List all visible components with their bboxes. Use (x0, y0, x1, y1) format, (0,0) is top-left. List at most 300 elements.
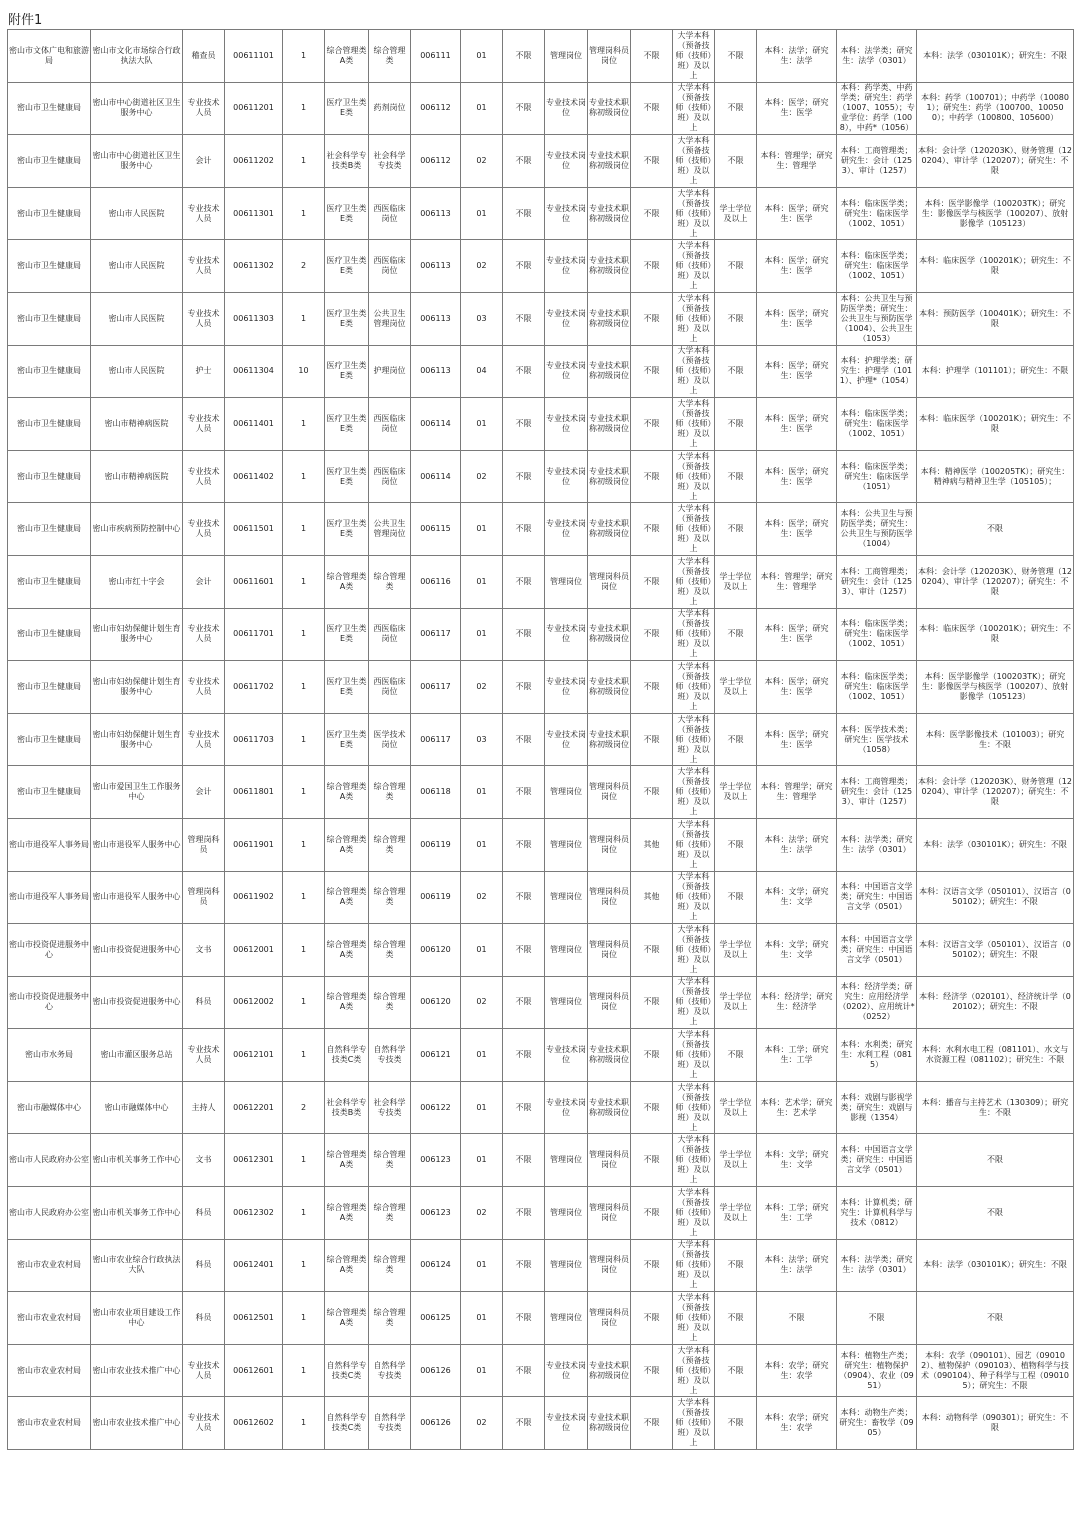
table-cell: 00611701 (225, 608, 283, 661)
table-cell: 006116 (411, 555, 461, 608)
table-cell: 本科：临床医学类；研究生：临床医学（1002、1051） (837, 398, 917, 451)
table-cell: 大学本科（预备技师（技师）班）及以上 (673, 398, 715, 451)
table-cell: 本科：护理学类；研究生：护理学（1011）、护理*（1054） (837, 345, 917, 398)
table-cell: 大学本科（预备技师（技师）班）及以上 (673, 1187, 715, 1240)
table-cell: 管理岗位 (545, 818, 588, 871)
table-cell: 不限 (503, 30, 545, 83)
table-cell: 1 (283, 555, 325, 608)
table-cell: 不限 (503, 976, 545, 1029)
table-cell: 00612001 (225, 924, 283, 977)
table-cell: 006114 (411, 398, 461, 451)
position-table (7, 29, 1074, 1450)
table-cell: 01 (461, 608, 503, 661)
table-cell: 专业技术岗位 (545, 608, 588, 661)
table-cell: 本科：经济学（020101）、经济统计学（020102）；研究生：不限 (917, 976, 1074, 1029)
table-row (8, 292, 1074, 345)
table-cell: 密山市农业项目建设工作中心 (91, 1292, 183, 1345)
table-cell: 02 (461, 1397, 503, 1450)
table-cell: 不限 (631, 240, 673, 293)
table-cell: 04 (461, 345, 503, 398)
table-cell: 01 (461, 924, 503, 977)
table-cell: 不限 (503, 82, 545, 135)
table-cell: 本科：会计学（120203K）、财务管理（120204）、审计学（120207）；研究生：不限 (917, 555, 1074, 608)
table-cell: 本科：文学；研究生：文学 (757, 871, 837, 924)
table-row (8, 398, 1074, 451)
table-cell: 02 (461, 1187, 503, 1240)
table-cell: 管理岗位 (545, 924, 588, 977)
table-cell: 不限 (503, 292, 545, 345)
table-cell: 密山市投资促进服务中心 (8, 976, 91, 1029)
table-cell: 00611401 (225, 398, 283, 451)
table-cell: 不限 (715, 608, 757, 661)
table-cell: 综合管理类A类 (325, 30, 369, 83)
table-cell: 01 (461, 82, 503, 135)
table-cell: 密山市卫生健康局 (8, 187, 91, 240)
table-cell: 01 (461, 30, 503, 83)
table-cell: 不限 (715, 398, 757, 451)
table-cell: 01 (461, 503, 503, 556)
table-cell: 01 (461, 818, 503, 871)
table-cell: 专业技术职称初级岗位 (588, 1344, 631, 1397)
table-cell: 不限 (715, 818, 757, 871)
table-cell: 03 (461, 292, 503, 345)
table-cell: 不限 (631, 1081, 673, 1134)
table-cell: 大学本科（预备技师（技师）班）及以上 (673, 871, 715, 924)
table-cell: 006120 (411, 924, 461, 977)
table-cell: 00611902 (225, 871, 283, 924)
table-cell: 本科：医学影像学（100203TK）；研究生：影像医学与核医学（100207）、放射影像学（105123） (917, 661, 1074, 714)
table-cell: 管理岗位 (545, 976, 588, 1029)
table-cell: 本科：工学；研究生：工学 (757, 1187, 837, 1240)
table-cell: 本科：临床医学类；研究生：临床医学（1051） (837, 450, 917, 503)
table-cell: 本科：医学；研究生：医学 (757, 661, 837, 714)
table-cell: 01 (461, 398, 503, 451)
table-cell: 密山市中心街道社区卫生服务中心 (91, 135, 183, 188)
table-cell: 本科：管理学；研究生：管理学 (757, 555, 837, 608)
table-cell: 02 (461, 450, 503, 503)
table-cell: 密山市卫生健康局 (8, 82, 91, 135)
table-cell: 综合管理类 (369, 766, 411, 819)
table-cell: 不限 (631, 1239, 673, 1292)
table-cell: 密山市爱国卫生工作服务中心 (91, 766, 183, 819)
table-cell: 1 (283, 135, 325, 188)
table-row (8, 1397, 1074, 1450)
table-cell: 自然科学专技类 (369, 1344, 411, 1397)
table-cell: 00611301 (225, 187, 283, 240)
table-cell: 管理岗科员 (183, 818, 225, 871)
table-cell: 006112 (411, 135, 461, 188)
table-cell: 本科：临床医学类；研究生：临床医学（1002、1051） (837, 187, 917, 240)
table-cell: 专业技术职称初级岗位 (588, 1081, 631, 1134)
table-cell: 本科：法学类；研究生：法学（0301） (837, 30, 917, 83)
table-cell: 专业技术岗位 (545, 1081, 588, 1134)
table-cell: 1 (283, 30, 325, 83)
table-cell: 综合管理类A类 (325, 1239, 369, 1292)
table-cell: 专业技术岗位 (545, 1397, 588, 1450)
table-cell: 社会科学专技类B类 (325, 1081, 369, 1134)
table-cell: 2 (283, 240, 325, 293)
table-cell: 00611901 (225, 818, 283, 871)
table-cell: 密山市退役军人事务局 (8, 871, 91, 924)
table-cell: 00611702 (225, 661, 283, 714)
table-cell: 006113 (411, 240, 461, 293)
table-cell: 本科：临床医学类；研究生：临床医学（1002、1051） (837, 240, 917, 293)
table-cell: 密山市疾病预防控制中心 (91, 503, 183, 556)
table-cell: 01 (461, 1239, 503, 1292)
table-cell: 密山市卫生健康局 (8, 503, 91, 556)
table-cell: 专业技术岗位 (545, 240, 588, 293)
table-cell: 专业技术职称初级岗位 (588, 450, 631, 503)
table-cell: 密山市农业农村局 (8, 1239, 91, 1292)
table-cell: 不限 (503, 661, 545, 714)
table-row (8, 1344, 1074, 1397)
table-cell: 密山市卫生健康局 (8, 450, 91, 503)
table-cell: 西医临床岗位 (369, 398, 411, 451)
table-cell: 学士学位及以上 (715, 1134, 757, 1187)
table-cell: 本科：医学；研究生：医学 (757, 292, 837, 345)
table-cell: 不限 (917, 503, 1074, 556)
table-row (8, 1134, 1074, 1187)
table-cell: 专业技术人员 (183, 661, 225, 714)
table-cell: 专业技术人员 (183, 187, 225, 240)
table-cell: 02 (461, 240, 503, 293)
table-cell: 社会科学专技类 (369, 135, 411, 188)
table-cell: 公共卫生管理岗位 (369, 503, 411, 556)
table-cell: 自然科学专技类C类 (325, 1344, 369, 1397)
table-cell: 本科：预防医学（100401K）；研究生：不限 (917, 292, 1074, 345)
table-cell: 本科：中国语言文学类；研究生：中国语言文学（0501） (837, 1134, 917, 1187)
table-cell: 密山市卫生健康局 (8, 135, 91, 188)
table-cell: 006123 (411, 1134, 461, 1187)
table-cell: 00611302 (225, 240, 283, 293)
table-cell: 不限 (715, 135, 757, 188)
table-cell: 不限 (715, 1292, 757, 1345)
table-cell: 本科：药学类、中药学类；研究生：药学（1007、1055）；专业学位：药学（1008），中药*（1056） (837, 82, 917, 135)
table-cell: 本科：农学；研究生：农学 (757, 1397, 837, 1450)
table-cell: 管理岗科员岗位 (588, 976, 631, 1029)
table-cell: 自然科学专技类C类 (325, 1397, 369, 1450)
table-cell: 密山市灌区服务总站 (91, 1029, 183, 1082)
table-cell: 01 (461, 1081, 503, 1134)
table-cell: 本科：公共卫生与预防医学类；研究生：公共卫生与预防医学（1004） (837, 503, 917, 556)
table-cell: 学士学位及以上 (715, 766, 757, 819)
table-cell: 006113 (411, 345, 461, 398)
table-cell: 专业技术职称初级岗位 (588, 187, 631, 240)
table-cell: 大学本科（预备技师（技师）班）及以上 (673, 82, 715, 135)
table-cell: 密山市退役军人服务中心 (91, 818, 183, 871)
table-cell: 本科：护理学（101101）；研究生：不限 (917, 345, 1074, 398)
table-cell: 不限 (503, 187, 545, 240)
table-cell: 00611304 (225, 345, 283, 398)
table-cell: 006113 (411, 292, 461, 345)
table-cell: 大学本科（预备技师（技师）班）及以上 (673, 1239, 715, 1292)
table-cell: 大学本科（预备技师（技师）班）及以上 (673, 1344, 715, 1397)
table-cell: 西医临床岗位 (369, 608, 411, 661)
table-cell: 不限 (503, 1029, 545, 1082)
table-cell: 本科：法学类；研究生：法学（0301） (837, 818, 917, 871)
table-cell: 西医临床岗位 (369, 187, 411, 240)
table-cell: 密山市融媒体中心 (8, 1081, 91, 1134)
table-cell: 01 (461, 766, 503, 819)
table-cell: 本科：汉语言文学（050101）、汉语言（050102）；研究生：不限 (917, 871, 1074, 924)
table-cell: 本科：动物科学（090301）；研究生：不限 (917, 1397, 1074, 1450)
table-cell: 不限 (503, 1081, 545, 1134)
table-cell: 00612601 (225, 1344, 283, 1397)
table-cell: 1 (283, 818, 325, 871)
table-cell: 不限 (631, 398, 673, 451)
table-cell: 不限 (757, 1292, 837, 1345)
table-cell: 本科：文学；研究生：文学 (757, 1134, 837, 1187)
table-cell: 00611601 (225, 555, 283, 608)
table-cell: 大学本科（预备技师（技师）班）及以上 (673, 608, 715, 661)
table-cell: 不限 (631, 187, 673, 240)
table-cell: 00611101 (225, 30, 283, 83)
table-cell: 综合管理类A类 (325, 555, 369, 608)
table-cell: 密山市农业技术推广中心 (91, 1397, 183, 1450)
table-cell: 006117 (411, 661, 461, 714)
table-cell: 管理岗科员岗位 (588, 1239, 631, 1292)
table-cell: 专业技术岗位 (545, 503, 588, 556)
table-cell: 大学本科（预备技师（技师）班）及以上 (673, 450, 715, 503)
table-cell: 大学本科（预备技师（技师）班）及以上 (673, 240, 715, 293)
table-cell: 医疗卫生类E类 (325, 713, 369, 766)
table-cell: 西医临床岗位 (369, 450, 411, 503)
table-cell: 不限 (631, 345, 673, 398)
table-cell: 00611703 (225, 713, 283, 766)
table-cell: 006125 (411, 1292, 461, 1345)
table-cell: 03 (461, 713, 503, 766)
table-cell: 006117 (411, 608, 461, 661)
table-cell: 不限 (503, 1134, 545, 1187)
table-cell: 不限 (503, 818, 545, 871)
table-cell: 专业技术职称初级岗位 (588, 292, 631, 345)
table-cell: 主持人 (183, 1081, 225, 1134)
table-cell: 006119 (411, 818, 461, 871)
table-cell: 密山市卫生健康局 (8, 713, 91, 766)
table-cell: 大学本科（预备技师（技师）班）及以上 (673, 1029, 715, 1082)
table-cell: 不限 (631, 82, 673, 135)
table-cell: 不限 (503, 1239, 545, 1292)
table-cell: 自然科学专技类 (369, 1397, 411, 1450)
table-cell: 本科：医学；研究生：医学 (757, 608, 837, 661)
table-cell: 本科：公共卫生与预防医学类；研究生：公共卫生与预防医学（1004）、公共卫生（1053） (837, 292, 917, 345)
table-cell: 医疗卫生类E类 (325, 82, 369, 135)
table-cell: 本科：中国语言文学类；研究生：中国语言文学（0501） (837, 924, 917, 977)
table-cell: 不限 (503, 871, 545, 924)
table-cell: 不限 (631, 1187, 673, 1240)
table-cell: 1 (283, 1187, 325, 1240)
table-cell: 专业技术人员 (183, 1397, 225, 1450)
table-cell: 密山市人民政府办公室 (8, 1187, 91, 1240)
table-cell: 综合管理类A类 (325, 1187, 369, 1240)
table-cell: 密山市退役军人事务局 (8, 818, 91, 871)
table-cell: 综合管理类A类 (325, 766, 369, 819)
table-cell: 006117 (411, 713, 461, 766)
table-cell: 大学本科（预备技师（技师）班）及以上 (673, 135, 715, 188)
table-cell: 00612501 (225, 1292, 283, 1345)
table-cell: 006118 (411, 766, 461, 819)
table-cell: 本科：法学（030101K）；研究生：不限 (917, 818, 1074, 871)
table-cell: 006111 (411, 30, 461, 83)
table-cell: 不限 (503, 345, 545, 398)
table-cell: 不限 (837, 1292, 917, 1345)
table-cell: 006120 (411, 976, 461, 1029)
table-cell: 专业技术职称初级岗位 (588, 1397, 631, 1450)
table-cell: 专业技术岗位 (545, 1029, 588, 1082)
table-cell: 本科：医学；研究生：医学 (757, 345, 837, 398)
table-cell: 专业技术职称初级岗位 (588, 503, 631, 556)
table-cell: 大学本科（预备技师（技师）班）及以上 (673, 1397, 715, 1450)
table-cell: 密山市人民医院 (91, 240, 183, 293)
table-cell: 不限 (715, 450, 757, 503)
table-cell: 密山市投资促进服务中心 (91, 976, 183, 1029)
table-cell: 专业技术职称初级岗位 (588, 135, 631, 188)
table-cell: 管理岗位 (545, 30, 588, 83)
table-row (8, 82, 1074, 135)
table-cell: 密山市精神病医院 (91, 450, 183, 503)
table-cell: 不限 (715, 1344, 757, 1397)
table-cell: 本科：汉语言文学（050101）、汉语言（050102）；研究生：不限 (917, 924, 1074, 977)
table-row (8, 1187, 1074, 1240)
table-cell: 专业技术人员 (183, 1029, 225, 1082)
table-cell: 10 (283, 345, 325, 398)
table-cell: 专业技术岗位 (545, 345, 588, 398)
table-cell: 密山市中心街道社区卫生服务中心 (91, 82, 183, 135)
table-cell: 密山市妇幼保健计划生育服务中心 (91, 713, 183, 766)
table-cell: 密山市卫生健康局 (8, 661, 91, 714)
table-cell: 006112 (411, 82, 461, 135)
table-cell: 本科：法学类；研究生：法学（0301） (837, 1239, 917, 1292)
table-cell: 综合管理类A类 (325, 818, 369, 871)
table-cell: 综合管理类 (369, 818, 411, 871)
table-cell: 密山市红十字会 (91, 555, 183, 608)
table-cell: 专业技术岗位 (545, 1344, 588, 1397)
table-row (8, 555, 1074, 608)
table-row (8, 450, 1074, 503)
table-row (8, 30, 1074, 83)
table-cell: 1 (283, 292, 325, 345)
table-cell: 管理岗科员岗位 (588, 818, 631, 871)
table-cell: 006124 (411, 1239, 461, 1292)
table-cell: 密山市文体广电和旅游局 (8, 30, 91, 83)
table-cell: 不限 (631, 30, 673, 83)
table-row (8, 976, 1074, 1029)
table-cell: 综合管理类 (369, 976, 411, 1029)
table-cell: 密山市投资促进服务中心 (91, 924, 183, 977)
table-cell: 00612301 (225, 1134, 283, 1187)
table-cell: 不限 (715, 1029, 757, 1082)
table-cell: 密山市农业农村局 (8, 1292, 91, 1345)
table-cell: 不限 (715, 345, 757, 398)
table-cell: 密山市农业农村局 (8, 1397, 91, 1450)
table-cell: 不限 (715, 1239, 757, 1292)
document-title: 附件1 (8, 13, 43, 28)
table-cell: 本科：工商管理类；研究生：会计（1253）、审计（1257） (837, 555, 917, 608)
table-cell: 00611201 (225, 82, 283, 135)
table-cell: 不限 (715, 240, 757, 293)
table-cell: 大学本科（预备技师（技师）班）及以上 (673, 713, 715, 766)
table-cell: 本科：临床医学（100201K）；研究生：不限 (917, 240, 1074, 293)
table-cell: 密山市妇幼保健计划生育服务中心 (91, 608, 183, 661)
table-cell: 密山市机关事务工作中心 (91, 1187, 183, 1240)
table-cell: 密山市农业综合行政执法大队 (91, 1239, 183, 1292)
table-cell: 综合管理类 (369, 555, 411, 608)
table-cell: 大学本科（预备技师（技师）班）及以上 (673, 976, 715, 1029)
table-cell: 不限 (917, 1134, 1074, 1187)
table-cell: 专业技术岗位 (545, 713, 588, 766)
table-cell: 1 (283, 503, 325, 556)
table-cell: 科员 (183, 976, 225, 1029)
table-cell: 管理岗位 (545, 1239, 588, 1292)
table-cell: 不限 (631, 713, 673, 766)
table-cell: 1 (283, 871, 325, 924)
table-cell: 医疗卫生类E类 (325, 450, 369, 503)
table-cell: 本科：医学；研究生：医学 (757, 240, 837, 293)
table-cell: 2 (283, 1081, 325, 1134)
table-cell: 本科：医学；研究生：医学 (757, 713, 837, 766)
table-cell: 本科：会计学（120203K）、财务管理（120204）、审计学（120207）；研究生：不限 (917, 766, 1074, 819)
table-row (8, 135, 1074, 188)
table-cell: 管理岗位 (545, 1187, 588, 1240)
table-cell: 密山市退役军人服务中心 (91, 871, 183, 924)
table-cell: 密山市人民医院 (91, 292, 183, 345)
table-cell: 社会科学专技类 (369, 1081, 411, 1134)
table-cell: 管理岗位 (545, 1134, 588, 1187)
table-cell: 1 (283, 1134, 325, 1187)
table-cell: 不限 (715, 292, 757, 345)
table-cell: 006123 (411, 1187, 461, 1240)
table-cell: 006121 (411, 1029, 461, 1082)
table-cell: 不限 (503, 766, 545, 819)
table-cell: 00611303 (225, 292, 283, 345)
table-cell: 其他 (631, 871, 673, 924)
table-cell: 本科：临床医学（100201K）；研究生：不限 (917, 398, 1074, 451)
table-cell: 006115 (411, 503, 461, 556)
table-cell: 管理岗科员岗位 (588, 1292, 631, 1345)
table-cell: 科员 (183, 1292, 225, 1345)
table-cell: 01 (461, 1292, 503, 1345)
table-cell: 1 (283, 1344, 325, 1397)
table-cell: 密山市卫生健康局 (8, 608, 91, 661)
table-cell: 西医临床岗位 (369, 240, 411, 293)
table-cell: 1 (283, 187, 325, 240)
table-cell: 本科：会计学（120203K）、财务管理（120204）、审计学（120207）；研究生：不限 (917, 135, 1074, 188)
table-cell: 1 (283, 82, 325, 135)
table-cell: 专业技术岗位 (545, 292, 588, 345)
table-cell: 密山市融媒体中心 (91, 1081, 183, 1134)
table-cell: 00612602 (225, 1397, 283, 1450)
table-cell: 本科：戏剧与影视学类；研究生：戏剧与影视（1354） (837, 1081, 917, 1134)
table-cell: 大学本科（预备技师（技师）班）及以上 (673, 30, 715, 83)
table-cell: 大学本科（预备技师（技师）班）及以上 (673, 661, 715, 714)
table-cell: 公共卫生管理岗位 (369, 292, 411, 345)
table-cell: 本科：水利水电工程（081101）、水文与水资源工程（081102）；研究生：不限 (917, 1029, 1074, 1082)
table-cell: 不限 (715, 871, 757, 924)
table-cell: 专业技术职称初级岗位 (588, 240, 631, 293)
table-cell: 密山市妇幼保健计划生育服务中心 (91, 661, 183, 714)
table-cell: 本科：法学；研究生：法学 (757, 818, 837, 871)
table-cell: 文书 (183, 1134, 225, 1187)
table-row (8, 924, 1074, 977)
table-cell: 本科：临床医学（100201K）；研究生：不限 (917, 608, 1074, 661)
table-cell: 综合管理类 (369, 1292, 411, 1345)
table-cell: 不限 (715, 713, 757, 766)
table-cell: 专业技术岗位 (545, 661, 588, 714)
table-cell: 不限 (631, 1397, 673, 1450)
table-cell: 西医临床岗位 (369, 661, 411, 714)
table-cell: 医疗卫生类E类 (325, 240, 369, 293)
table-cell: 1 (283, 1397, 325, 1450)
